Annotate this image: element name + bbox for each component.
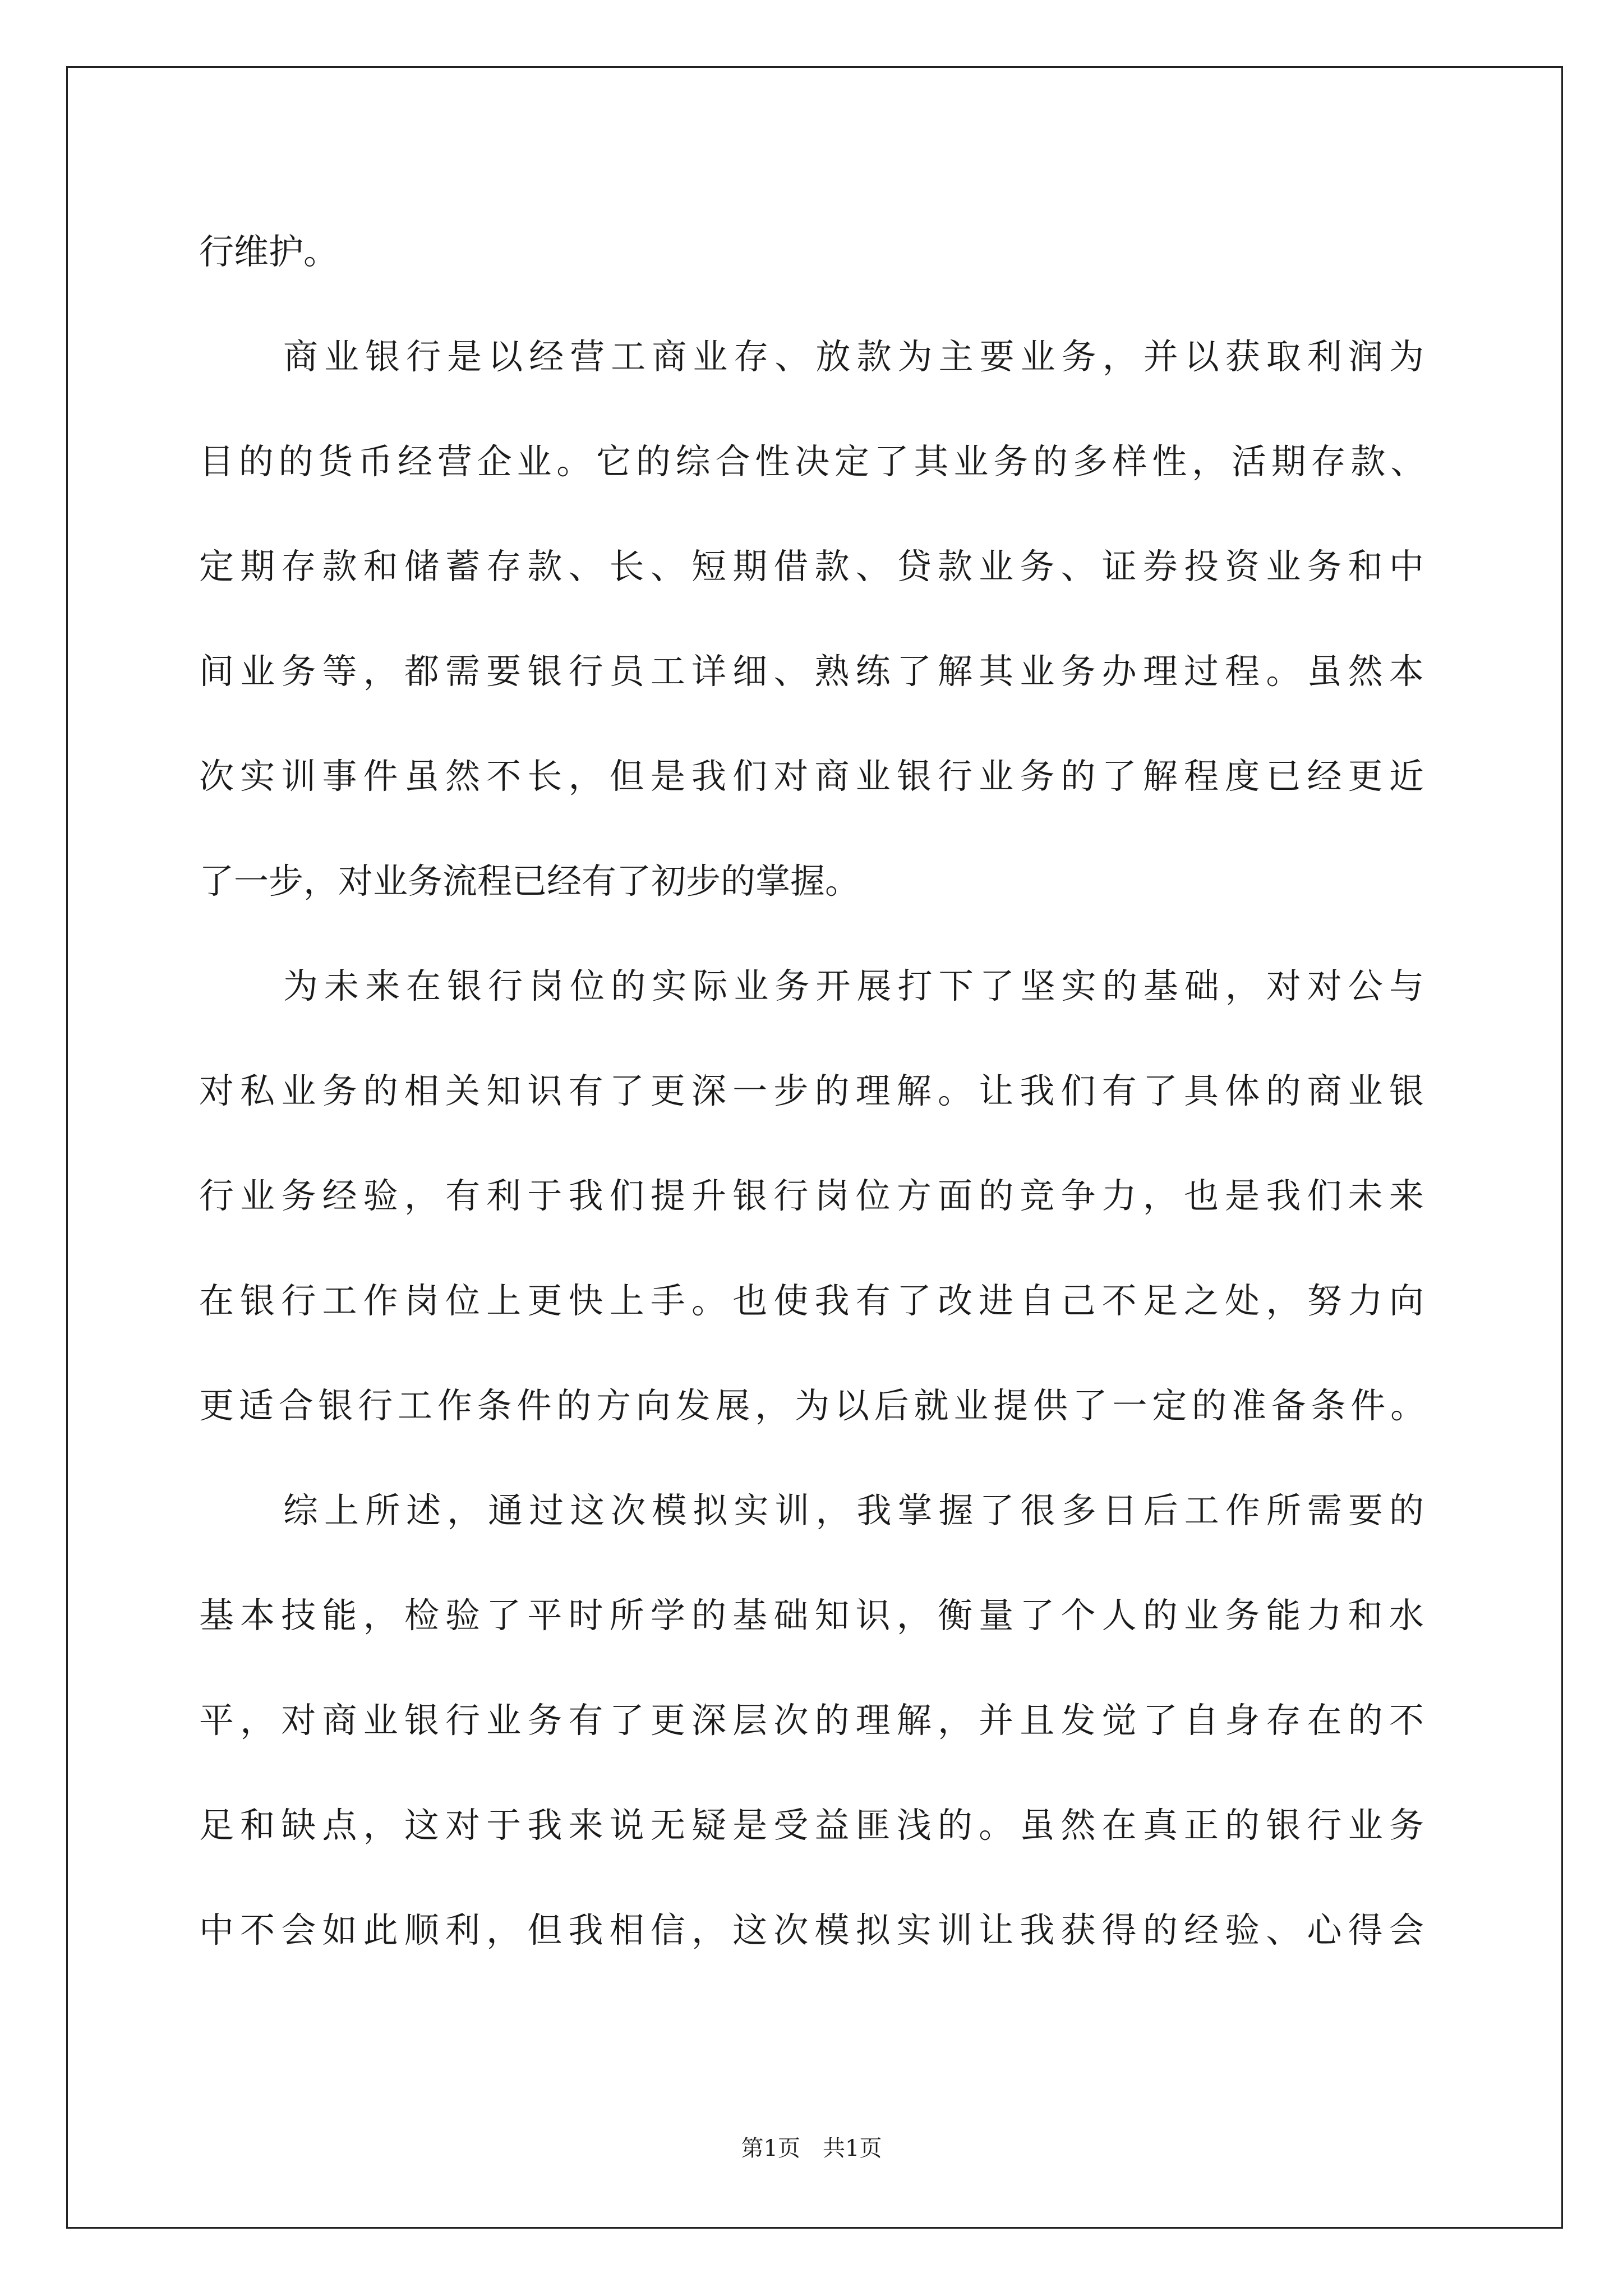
- text-line: 商业银行是以经营工商业存、放款为主要业务，并以获取利润为: [283, 336, 1430, 377]
- text-line: 更适合银行工作条件的方向发展，为以后就业提供了一定的准备条件。: [199, 1385, 1430, 1426]
- text-line: 次实训事件虽然不长，但是我们对商业银行业务的了解程度已经更近: [199, 756, 1430, 797]
- text-line: 行业务经验，有利于我们提升银行岗位方面的竞争力，也是我们未来: [199, 1175, 1430, 1216]
- text-line: 了一步，对业务流程已经有了初步的掌握。: [199, 861, 860, 901]
- text-line: 综上所述，通过这次模拟实训，我掌握了很多日后工作所需要的: [283, 1490, 1430, 1531]
- text-line: 中不会如此顺利，但我相信，这次模拟实训让我获得的经验、心得会: [199, 1910, 1430, 1950]
- text-line: 为未来在银行岗位的实际业务开展打下了坚实的基础，对对公与: [283, 965, 1430, 1006]
- text-line: 在银行工作岗位上更快上手。也使我有了改进自己不足之处，努力向: [199, 1280, 1430, 1321]
- text-line: 足和缺点，这对于我来说无疑是受益匪浅的。虽然在真正的银行业务: [199, 1805, 1430, 1846]
- text-line: 间业务等，都需要银行员工详细、熟练了解其业务办理过程。虽然本: [199, 651, 1430, 692]
- text-line: 基本技能，检验了平时所学的基础知识，衡量了个人的业务能力和水: [199, 1595, 1430, 1636]
- text-line: 对私业务的相关知识有了更深一步的理解。让我们有了具体的商业银: [199, 1070, 1430, 1111]
- text-line: 目的的货币经营企业。它的综合性决定了其业务的多样性，活期存款、: [199, 441, 1430, 482]
- page-border: [66, 66, 1563, 2229]
- page-footer: 第1页 共1页: [741, 2136, 882, 2161]
- text-line: 平，对商业银行业务有了更深层次的理解，并且发觉了自身存在的不: [199, 1700, 1430, 1741]
- text-line: 定期存款和储蓄存款、长、短期借款、贷款业务、证券投资业务和中: [199, 546, 1430, 587]
- text-line: 行维护。: [199, 231, 339, 272]
